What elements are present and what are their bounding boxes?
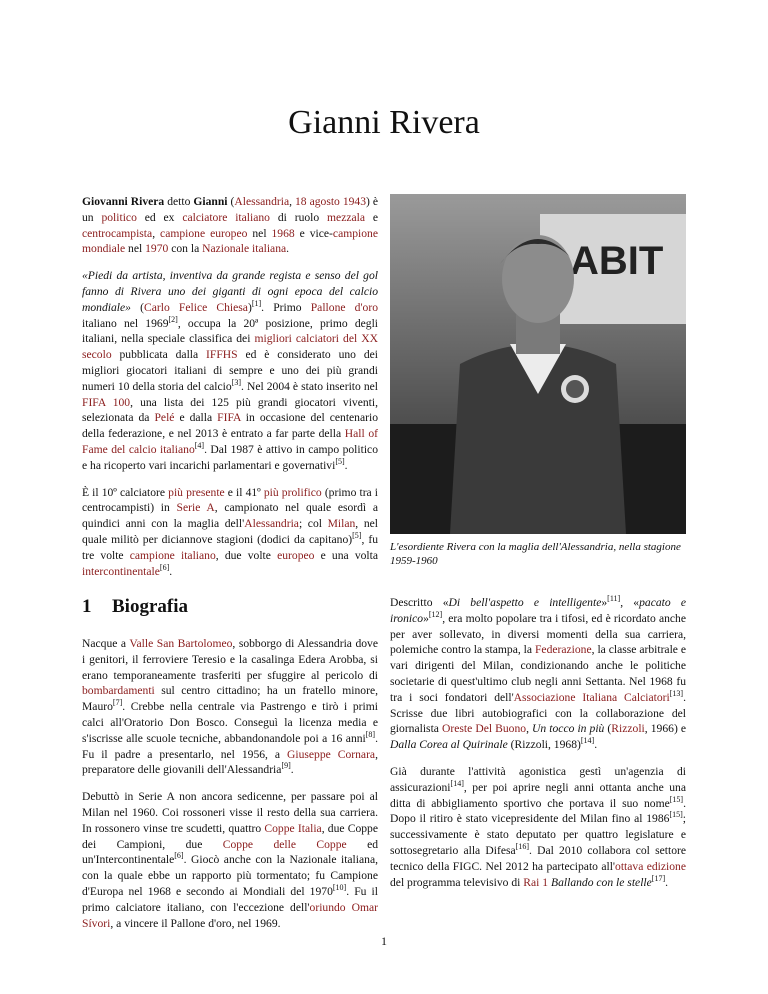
intro-paragraph (82, 194, 378, 257)
section-number: 1 (82, 596, 92, 617)
text-run: ) (247, 300, 252, 314)
citation-ref[interactable]: [16] (515, 842, 529, 852)
wiki-link[interactable]: FIFA (217, 411, 241, 425)
figure-caption: L'esordiente Rivera con la maglia dell'Alessandria, nella stagione 1959-1960 (390, 541, 681, 567)
citation-ref[interactable]: [5] (335, 456, 345, 466)
wiki-link[interactable]: Alessandria (234, 195, 290, 208)
wiki-link[interactable]: europeo (277, 548, 315, 562)
text-run: » (601, 596, 608, 609)
text-run: ; successivamente è stato deputato per quattro legislature e sottosegretario alla Difesa (390, 812, 686, 857)
wiki-link[interactable]: Federazione (534, 643, 592, 657)
text-run: detto (164, 195, 194, 208)
section-heading (82, 596, 378, 618)
wiki-link[interactable]: Rai 1 (523, 875, 549, 889)
text-run: , una lista dei 125 più grandi giocatori viventi, selezionata da (82, 395, 378, 425)
page-number: 1 (381, 934, 387, 948)
wiki-link[interactable]: campione europeo (160, 226, 248, 240)
stats-paragraph (82, 485, 378, 580)
citation-ref[interactable]: [14] (450, 778, 464, 788)
text-run: italiano nel 1969 (82, 316, 169, 330)
wiki-link[interactable]: oriundo (309, 900, 346, 914)
text-run: con la (168, 242, 203, 256)
citation-ref[interactable]: [10] (332, 883, 347, 893)
wiki-link[interactable]: Milan (327, 517, 356, 531)
text-run: . (169, 564, 173, 578)
text-run: . (594, 738, 598, 752)
text-run: pubblicata dalla (111, 348, 207, 362)
wiki-link[interactable]: 18 agosto 1943 (295, 195, 367, 208)
wiki-link[interactable]: Associazione Italiana Calciatori (513, 690, 670, 704)
text-run: , due volte (215, 548, 278, 562)
text-run: , era molto popolare tra i tifosi, ed è ricordato anche per aver sollevato, in diversi momenti della sua carriera, polemiche contro la stampa, la (390, 611, 686, 657)
text-run: ed è considerato uno dei migliori giocatori italiani di sempre e uno dei più grandi numeri 10 della storia del calcio (82, 348, 378, 393)
text-run: , campionato nel quale esordì a quindici anni con la maglia dell' (82, 501, 378, 531)
text-run: e il 41º (224, 485, 264, 499)
wiki-link[interactable]: mezzala (327, 210, 365, 224)
text-run: , (152, 226, 161, 240)
citation-ref[interactable]: [5] (352, 531, 362, 541)
text-run: Nacque a (82, 637, 130, 650)
text-run: Già durante l'attività agonistica gestì un'agenzia di assicurazioni (390, 764, 686, 794)
text-run: , 1966) e (644, 722, 687, 736)
italic-text: Di bell'aspetto e intelligente (448, 596, 602, 609)
wiki-link[interactable]: Alessandria (244, 517, 299, 531)
figure (390, 194, 686, 568)
text-run: in occasione del centenario della federazione, e nel 2013 è entrato a far parte della (82, 411, 379, 441)
portrait-photo (390, 194, 686, 534)
text-run: , per poi aprire negli anni ottanta anche una ditta di abbigliamento sportivo che portava il suo nome (390, 780, 686, 810)
text-run: . Nel 2004 è stato inserito nel (241, 379, 378, 393)
wiki-link[interactable]: 1970 (145, 242, 169, 256)
text-run: . Dopo il ritiro è stato vicepresidente del Milan fino al 1986 (390, 796, 686, 826)
citation-ref[interactable]: [8] (365, 729, 376, 739)
text-run: sul centro cittadino; ha un fratello minore, Mauro (82, 684, 378, 714)
wiki-link[interactable]: centrocampista (82, 226, 153, 240)
bio-right-column (390, 595, 686, 901)
citation-ref[interactable]: [4] (194, 441, 205, 451)
text-run: , due Coppe dei Campioni, due (82, 821, 378, 851)
citation-ref[interactable]: [15] (669, 794, 684, 804)
text-run: , fu tre volte (82, 532, 378, 562)
text-run: . (665, 875, 669, 889)
text-run: (Rizzoli, 1968) (507, 738, 581, 752)
text-run: ed un'Intercontinentale (82, 837, 379, 867)
italic-text: Ballando con le stelle (551, 875, 652, 889)
bio-left-column (82, 636, 378, 942)
page-title: Gianni Rivera (288, 104, 480, 141)
bio-paragraph-3 (390, 595, 686, 753)
left-column (82, 194, 378, 590)
italic-text: Dalla Corea al Quirinale (390, 738, 508, 752)
text-run: , a vincere il Pallone d'oro, nel 1969. (110, 916, 281, 930)
wiki-link[interactable]: calciatore italiano (182, 210, 270, 224)
bio-paragraph-1 (82, 636, 378, 778)
text-run: , occupa la 20ª posizione, primo degli italiani, nella speciale classifica dei (82, 316, 379, 346)
citation-ref[interactable]: [11] (607, 594, 621, 604)
text-run: (primo tra i centrocampisti) in (82, 485, 379, 515)
text-run: . Primo (261, 300, 311, 314)
text-run: . (344, 458, 348, 472)
text-run: e (365, 210, 378, 224)
text-run: ; col (298, 517, 328, 531)
text-run: nel (247, 226, 272, 240)
text-run: Descritto « (390, 596, 449, 609)
wiki-link[interactable]: campione mondiale (82, 226, 378, 256)
wiki-link[interactable]: FIFA 100 (82, 395, 131, 409)
bio-paragraph-2 (82, 789, 378, 931)
wiki-link[interactable]: campione italiano (129, 548, 216, 562)
text-run: ( (227, 195, 235, 208)
text-run: . Crebbe nella centrale via Pastrengo e tirò i primi calci all'Oratorio Don Bosco. Conseguì la licenza media e s'iscrisse alle scuole tecniche, abbandonandole poi a 16 anni (82, 700, 378, 745)
italic-text: pacato e ironico (390, 596, 686, 625)
citation-ref[interactable]: [9] (281, 761, 291, 771)
text-run: . Fu il primo calciatore italiano, con l'eccezione dell' (82, 884, 378, 914)
text-run: , « (620, 596, 640, 609)
italic-text: «Piedi da artista, inventiva da grande regista e senso del gol fanno di Rivera uno dei giganti di ogni epoca del calcio mondiale» (82, 269, 378, 314)
citation-ref[interactable]: [2] (168, 314, 178, 324)
text-run: del programma televisivo di (390, 875, 524, 889)
text-run: ) è un (82, 195, 379, 224)
text-run: . Dal 2010 collabora col settore tecnico della FIGC. Nel 2012 ha partecipato all' (390, 843, 686, 873)
citation-ref[interactable]: [6] (174, 851, 184, 861)
text-run: di ruolo (269, 210, 328, 224)
text-run: . Dal 1987 è attivo in campo politico e ha ricoperto vari incarichi parlamentari e governativi (82, 442, 378, 472)
text-run: Debuttò in Serie A non ancora sedicenne, per passare poi al Milan nel 1960. Coi rossoneri visse il resto della sua carriera. In rossonero vinse tre scudetti, quattro (82, 790, 378, 835)
wiki-link[interactable]: Rizzoli (611, 722, 645, 736)
wiki-link[interactable]: ottava edizione (615, 859, 686, 873)
bold-text: Giovanni Rivera (82, 195, 165, 208)
citation-ref[interactable]: [1] (251, 298, 262, 308)
text-run: ( (130, 300, 144, 314)
wiki-link[interactable]: Omar Sívori (82, 900, 378, 930)
wiki-link[interactable]: Coppe delle Coppe (222, 837, 347, 851)
citation-ref[interactable]: [3] (231, 377, 242, 387)
text-run: , (289, 195, 295, 208)
text-run: e vice- (294, 226, 333, 240)
quote-paragraph (82, 268, 378, 473)
citation-ref[interactable]: [17] (651, 873, 666, 883)
text-run: , la classe arbitrale e vari dirigenti del Milan, condizionando anche le politiche societarie di quest'ultimo club negli anni Settanta. Nel 1968 fu tra i soci fondatori dell' (390, 643, 687, 704)
wiki-link[interactable]: Pelé (154, 411, 175, 425)
citation-ref[interactable]: [15] (669, 810, 683, 820)
text-run: e dalla (174, 411, 218, 425)
wiki-link[interactable]: Serie A (176, 501, 215, 515)
wiki-link[interactable]: Carlo Felice Chiesa (143, 300, 248, 314)
text-run: . (290, 763, 294, 777)
text-run: , sobborgo di Alessandria dove i genitori, il ferroviere Teresio e la casalinga Edera Arobba, si erano temporaneamente trasferiti per sfuggire al pericolo di (82, 637, 378, 682)
sign-text: ABIT (570, 239, 664, 283)
wiki-link[interactable]: bombardamenti (82, 684, 155, 698)
text-run: . Scrisse due libri autobiografici con la collaborazione del giornalista (390, 690, 686, 736)
wiki-link[interactable]: Pallone d'oro (310, 300, 379, 314)
text-run: nel (125, 242, 146, 256)
wiki-link[interactable]: intercontinentale (82, 564, 160, 578)
wiki-link[interactable]: 1968 (271, 226, 295, 240)
citation-ref[interactable]: [14] (580, 736, 595, 746)
wiki-link[interactable]: politico (101, 210, 137, 224)
text-run: . (286, 242, 290, 256)
wiki-link[interactable]: Oreste Del Buono (442, 722, 527, 736)
italic-text: Un tocco in più (532, 722, 605, 736)
text-run: , nel quale militò per diciannove stagioni (dodici da capitano) (82, 517, 378, 546)
wiki-link[interactable]: Giuseppe Cornara (287, 747, 376, 761)
text-run: e una volta (314, 548, 379, 562)
text-run: . Fu il padre a presentarlo, nel 1956, a (82, 731, 378, 761)
bold-text: Gianni (193, 195, 228, 208)
bio-paragraph-4 (390, 764, 686, 890)
text-run: . Giocò anche con la Nazionale italiana, con la quale ebbe un rapporto più tormentato; fu Campione d'Europa nel 1968 e secondo ai Mondiali del 1970 (82, 853, 378, 898)
section-title: Biografia (112, 596, 188, 617)
wiki-link[interactable]: più prolifico (263, 485, 322, 499)
text-run: , (526, 722, 533, 736)
text-run: ( (604, 722, 612, 736)
wiki-link[interactable]: migliori calciatori del XX secolo (82, 332, 378, 362)
wiki-link[interactable]: Nazionale italiana (202, 242, 287, 256)
citation-ref[interactable]: [7] (112, 698, 123, 708)
text-run: È il 10º calciatore (82, 485, 169, 499)
wiki-link[interactable]: Coppe Italia (264, 821, 322, 835)
citation-ref[interactable]: [12] (428, 609, 443, 619)
text-run: ed ex (136, 210, 183, 224)
wiki-link[interactable]: Hall of Fame del calcio italiano (82, 427, 378, 456)
text-run: » (423, 611, 429, 625)
citation-ref[interactable]: [6] (159, 562, 170, 572)
wiki-link[interactable]: più presente (168, 485, 225, 499)
text-run: , preparatore delle giovanili dell'Alessandria (82, 747, 378, 777)
wiki-link[interactable]: Valle San Bartolomeo (129, 637, 233, 650)
wiki-link[interactable]: IFFHS (206, 348, 238, 362)
citation-ref[interactable]: [13] (669, 688, 684, 698)
